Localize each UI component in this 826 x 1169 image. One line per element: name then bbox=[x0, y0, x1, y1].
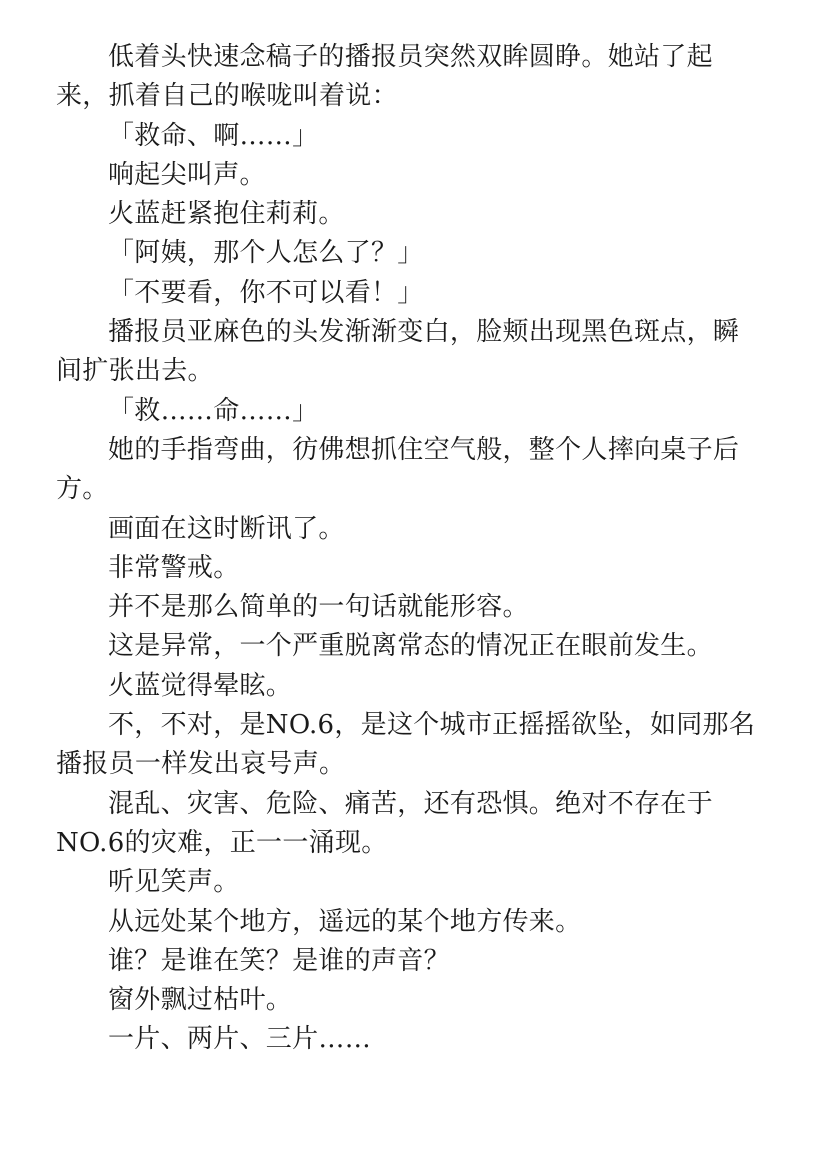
paragraph: 她的手指弯曲，彷佛想抓住空气般，整个人摔向桌子后方。 bbox=[56, 434, 740, 505]
paragraph: 谁？是谁在笑？是谁的声音？ bbox=[108, 945, 450, 976]
paragraph: 从远处某个地方，遥远的某个地方传来。 bbox=[108, 906, 582, 937]
paragraph: 「阿姨，那个人怎么了？」 bbox=[108, 238, 424, 269]
paragraph: 「救命、啊……」 bbox=[108, 120, 319, 151]
paragraph: 一片、两片、三片…… bbox=[108, 1024, 372, 1055]
paragraph: 不，不对，是NO.6，是这个城市正摇摇欲坠，如同那名播报员一样发出哀号声。 bbox=[56, 710, 756, 780]
paragraph: 播报员亚麻色的头发渐渐变白，脸颊出现黑色斑点，瞬间扩张出去。 bbox=[56, 317, 740, 387]
paragraph: 并不是那么简单的一句话就能形容。 bbox=[108, 592, 529, 623]
paragraph: 火蓝赶紧抱住莉莉。 bbox=[108, 199, 345, 230]
paragraph: 响起尖叫声。 bbox=[108, 159, 266, 190]
paragraph: 听见笑声。 bbox=[108, 867, 240, 898]
paragraph: 低着头快速念稿子的播报员突然双眸圆睁。她站了起来，抓着自己的喉咙叫着说： bbox=[56, 42, 713, 112]
paragraph: 窗外飘过枯叶。 bbox=[108, 985, 293, 1016]
paragraph: 这是异常，一个严重脱离常态的情况正在眼前发生。 bbox=[108, 631, 713, 662]
paragraph: 混乱、灾害、危险、痛苦，还有恐惧。绝对不存在于NO.6的灾难，正一一涌现。 bbox=[56, 788, 713, 858]
paragraph: 「救……命……」 bbox=[108, 395, 319, 426]
document-page bbox=[56, 38, 756, 1060]
paragraph: 画面在这时断讯了。 bbox=[108, 513, 345, 544]
paragraph: 火蓝觉得晕眩。 bbox=[108, 670, 293, 701]
paragraph: 非常警戒。 bbox=[108, 552, 240, 583]
paragraph: 「不要看，你不可以看！」 bbox=[108, 277, 424, 308]
